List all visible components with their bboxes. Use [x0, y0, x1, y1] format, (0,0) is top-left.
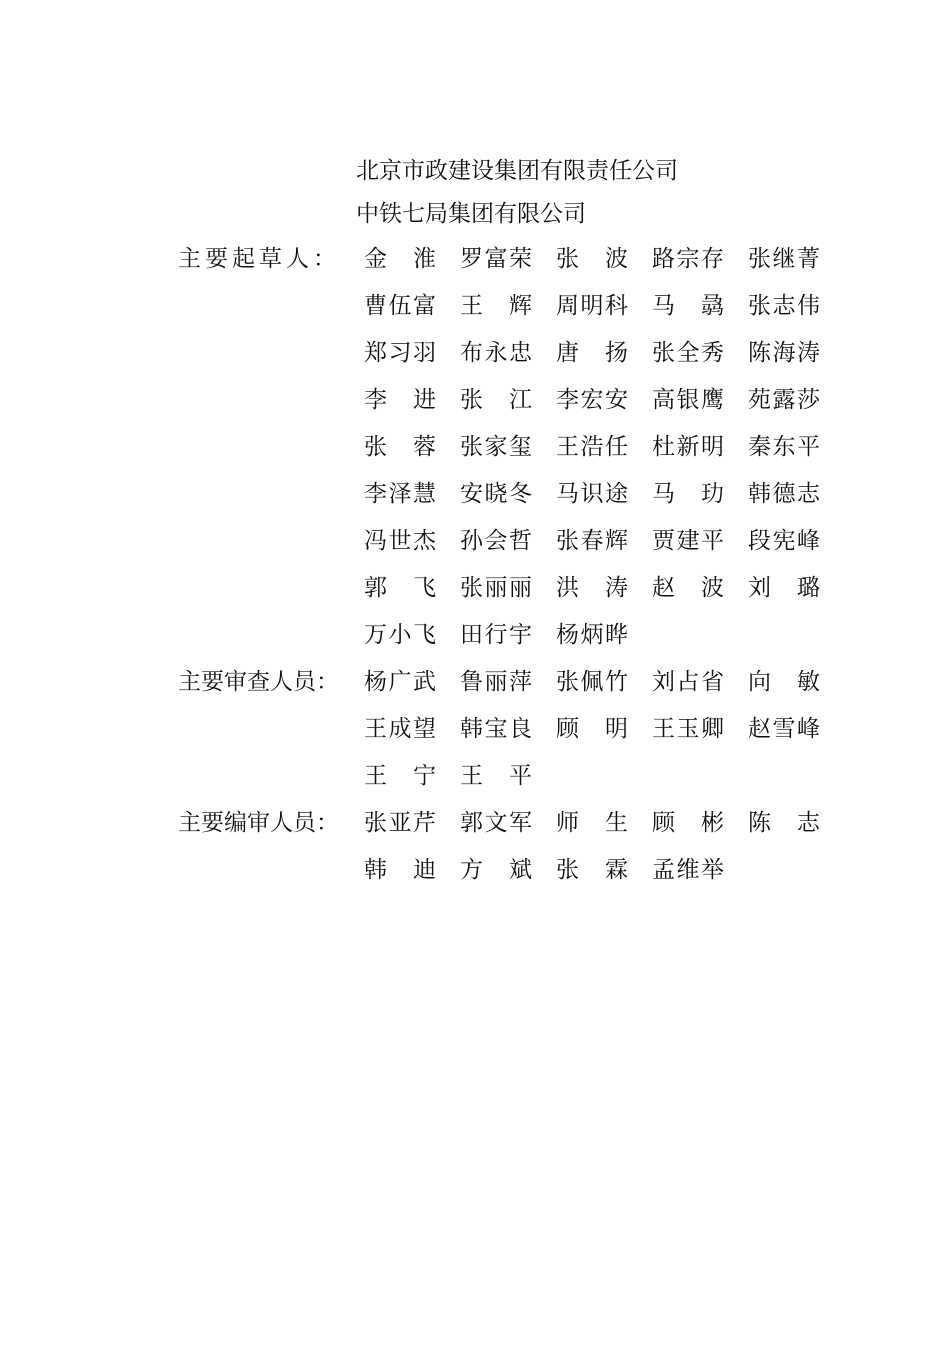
person-name: 杨 炳 晔	[556, 622, 628, 648]
person-name: 张 波	[556, 246, 628, 272]
person-name: 郭 文 军	[460, 810, 532, 836]
names-grid	[364, 659, 950, 800]
person-name: 王 玉 卿	[652, 716, 724, 742]
person-name: 万 小 飞	[364, 622, 436, 648]
person-name: 李 宏 安	[556, 387, 628, 413]
person-name: 鲁 丽 萍	[460, 669, 532, 695]
person-name: 向 敏	[748, 669, 820, 695]
personnel-sections	[0, 236, 950, 894]
person-name: 杨 广 武	[364, 669, 436, 695]
person-name: 金 淮	[364, 246, 436, 272]
person-name: 郭 飞	[364, 575, 436, 601]
person-name: 张 志 伟	[748, 293, 820, 319]
person-name: 郑 习 羽	[364, 340, 436, 366]
person-name: 张 霖	[556, 857, 628, 883]
personnel-section	[0, 659, 950, 800]
person-name: 李 泽 慧	[364, 481, 436, 507]
person-name: 韩 宝 良	[460, 716, 532, 742]
person-name: 段 宪 峰	[748, 528, 820, 554]
person-name: 马 骉	[652, 293, 724, 319]
person-name: 苑 露 莎	[748, 387, 820, 413]
person-name: 王 宁	[364, 763, 436, 789]
person-name: 王 浩 任	[556, 434, 628, 460]
person-name: 秦 东 平	[748, 434, 820, 460]
personnel-section	[0, 800, 950, 894]
names-grid	[364, 236, 950, 659]
person-name: 韩 德 志	[748, 481, 820, 507]
organization-name: 中铁七局集团有限公司	[356, 201, 586, 227]
person-name: 布 永 忠	[460, 340, 532, 366]
person-name: 张 蓉	[364, 434, 436, 460]
person-name: 王 平	[460, 763, 532, 789]
section-label: 主要编审人员：	[178, 810, 339, 836]
person-name: 顾 彬	[652, 810, 724, 836]
person-name: 周 明 科	[556, 293, 628, 319]
person-name: 洪 涛	[556, 575, 628, 601]
person-name: 张 继 菁	[748, 246, 820, 272]
section-label: 主要起草人：	[178, 246, 340, 272]
person-name: 罗 富 荣	[460, 246, 532, 272]
section-label: 主要审查人员：	[178, 669, 339, 695]
person-name: 王 成 望	[364, 716, 436, 742]
person-name: 张 佩 竹	[556, 669, 628, 695]
person-name: 赵 波	[652, 575, 724, 601]
person-name: 顾 明	[556, 716, 628, 742]
person-name: 高 银 鹰	[652, 387, 724, 413]
person-name: 刘 占 省	[652, 669, 724, 695]
person-name: 曹 伍 富	[364, 293, 436, 319]
person-name: 孟 维 举	[652, 857, 724, 883]
person-name: 马 玏	[652, 481, 724, 507]
person-name: 方 斌	[460, 857, 532, 883]
person-name: 陈 志	[748, 810, 820, 836]
organization-name: 北京市政建设集团有限责任公司	[356, 158, 678, 184]
person-name: 张 家 玺	[460, 434, 532, 460]
person-name: 韩 迪	[364, 857, 436, 883]
person-name: 马 识 途	[556, 481, 628, 507]
person-name: 杜 新 明	[652, 434, 724, 460]
person-name: 孙 会 哲	[460, 528, 532, 554]
person-name: 张 全 秀	[652, 340, 724, 366]
person-name: 陈 海 涛	[748, 340, 820, 366]
person-name: 张 春 辉	[556, 528, 628, 554]
person-name: 路 宗 存	[652, 246, 724, 272]
names-grid	[364, 800, 950, 894]
person-name: 贾 建 平	[652, 528, 724, 554]
personnel-section	[0, 236, 950, 659]
person-name: 李 进	[364, 387, 436, 413]
person-name: 张 江	[460, 387, 532, 413]
person-name: 刘 璐	[748, 575, 820, 601]
person-name: 冯 世 杰	[364, 528, 436, 554]
person-name: 王 辉	[460, 293, 532, 319]
person-name: 唐 扬	[556, 340, 628, 366]
person-name: 张 亚 芹	[364, 810, 436, 836]
person-name: 张 丽 丽	[460, 575, 532, 601]
person-name: 安 晓 冬	[460, 481, 532, 507]
person-name: 师 生	[556, 810, 628, 836]
person-name: 赵 雪 峰	[748, 716, 820, 742]
organization-list	[356, 150, 678, 236]
person-name: 田 行 宇	[460, 622, 532, 648]
